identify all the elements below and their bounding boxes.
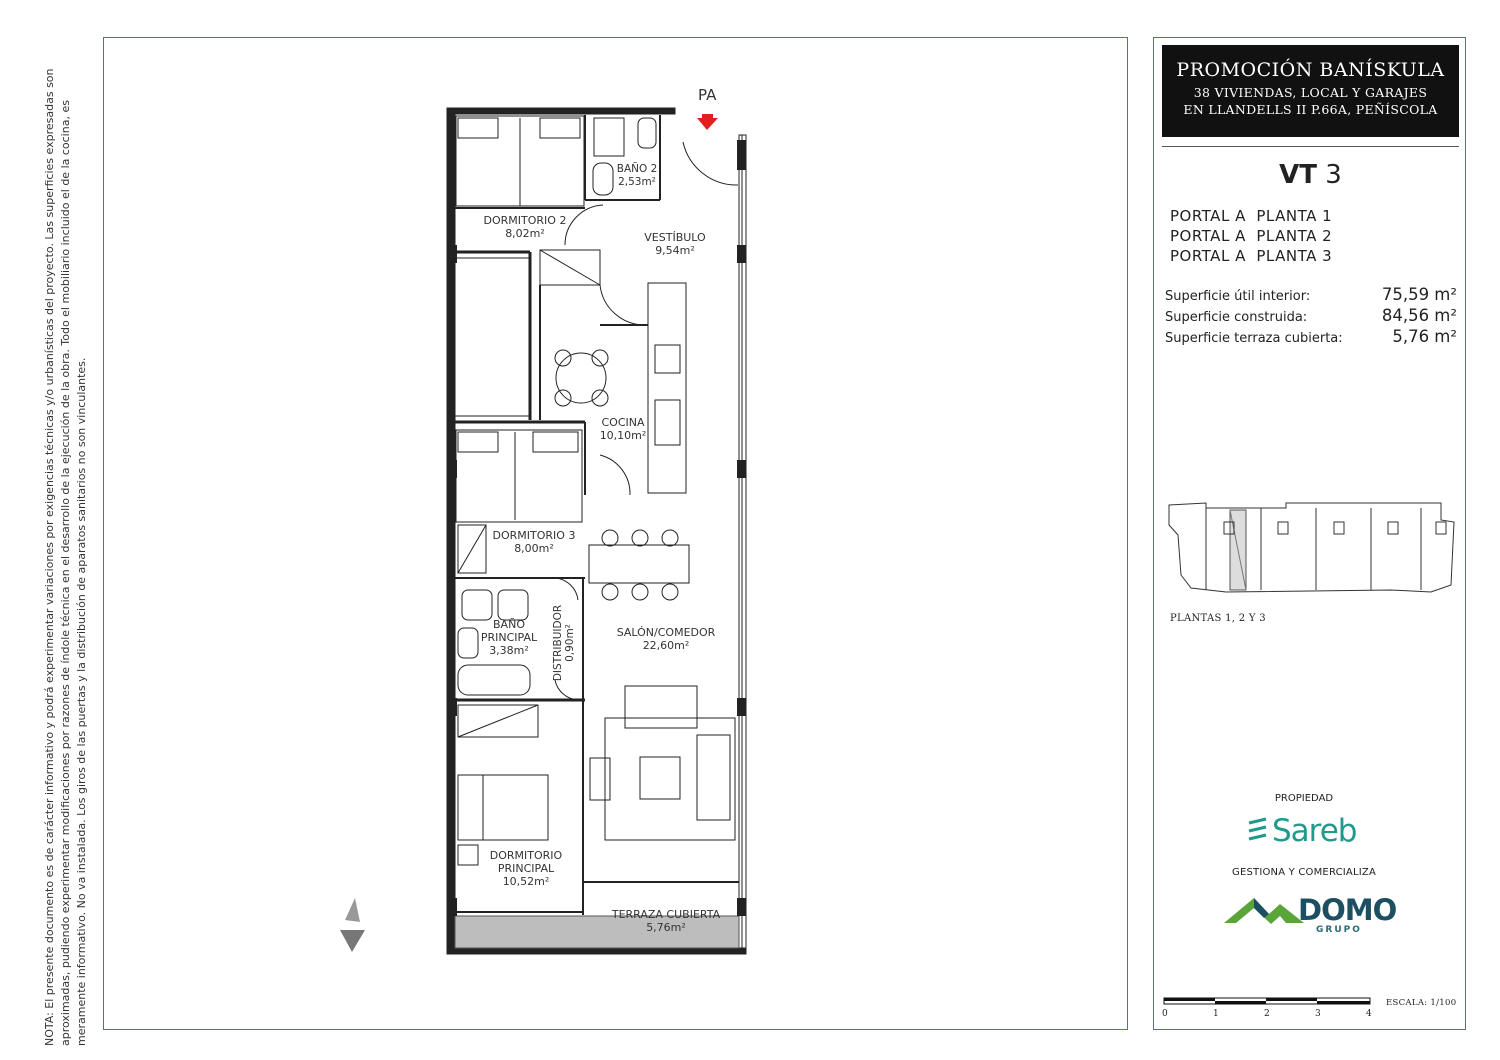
scale-tick: 0 [1162, 1009, 1168, 1019]
key-plan-drawing [1166, 500, 1456, 610]
room-area: 3,38m² [489, 644, 529, 657]
area-table [1165, 285, 1457, 348]
room-name: BAÑO 2 [616, 163, 658, 175]
north-arrow-icon [340, 898, 365, 952]
area-row [1165, 285, 1457, 306]
room-distribuidor [552, 598, 576, 688]
scale-tick: 1 [1213, 1009, 1219, 1019]
portal-item: PORTAL A PLANTA 1 [1170, 207, 1333, 225]
area-row [1165, 327, 1457, 348]
room-cocina [588, 416, 658, 442]
promotion-title: PROMOCIÓN BANÍSKULA [1176, 59, 1445, 81]
room-name-line1: BAÑO [493, 618, 525, 631]
room-area: 9,54m² [655, 244, 695, 257]
room-area: 8,00m² [514, 542, 554, 555]
room-area: 10,52m² [502, 875, 550, 888]
promotion-subtitle: 38 VIVIENDAS, LOCAL Y GARAJES [1193, 85, 1428, 100]
room-dormitorio-2 [470, 214, 580, 240]
room-dormitorio-principal [476, 849, 576, 888]
disclaimer-note: NOTA: El presente documento es de carácter informativo y podrá experimentar variaciones por exigencias técnicas y/o urbanísticas del proyecto. Las superficies expresadas son aproximadas, pudiendo experimentar modificaciones por razones de índole técnica en el desarrollo de la ejecución de la obra. Todo el mobiliario incluido el de la cocina, es meramente informativo. No va instalada. Los giros de las puertas y la distribución de aparatos sanitarios no son vinculantes. [43, 68, 88, 1046]
room-area: 2,53m² [618, 176, 656, 188]
room-name: COCINA [601, 416, 645, 429]
scale-label: ESCALA: 1/100 [1386, 998, 1457, 1008]
room-terraza-cubierta [606, 908, 726, 934]
room-name: TERRAZA CUBIERTA [611, 908, 721, 921]
area-row [1165, 306, 1457, 327]
sareb-logo [1246, 811, 1376, 851]
room-name: SALÓN/COMEDOR [616, 626, 716, 639]
room-name: DISTRIBUIDOR [552, 604, 564, 682]
room-name-line1: DORMITORIO [489, 849, 563, 862]
sareb-logo-text: Sareb [1272, 813, 1357, 849]
area-value: 75,59 m² [1381, 285, 1457, 304]
room-name: VESTÍBULO [644, 231, 706, 244]
info-panel [1153, 37, 1466, 1030]
area-value: 5,76 m² [1392, 327, 1457, 346]
domo-logo-subtext: GRUPO [1316, 925, 1362, 935]
unit-prefix: VT [1279, 160, 1318, 190]
unit-number: 3 [1325, 160, 1342, 190]
room-area: 22,60m² [642, 639, 690, 652]
scale-bar [1162, 994, 1382, 1022]
room-name-line2: PRINCIPAL [497, 862, 555, 875]
promotion-header [1162, 45, 1459, 137]
room-bano-2 [609, 163, 665, 189]
room-area: 5,76m² [646, 921, 686, 934]
portal-item: PORTAL A PLANTA 3 [1170, 247, 1333, 265]
area-value: 84,56 m² [1381, 306, 1457, 325]
area-label: Superficie terraza cubierta: [1165, 331, 1343, 346]
area-label: Superficie útil interior: [1165, 289, 1311, 304]
domo-logo [1224, 893, 1397, 939]
domo-logo-text: DOMO [1298, 893, 1397, 927]
room-bano-principal [474, 618, 544, 657]
manager-label: GESTIONA Y COMERCIALIZA [1232, 867, 1376, 878]
unit-code [1154, 160, 1467, 190]
room-name-line2: PRINCIPAL [480, 631, 538, 644]
scale-tick: 3 [1315, 1009, 1321, 1019]
promotion-address: EN LLANDELLS II P.66A, PEÑÍSCOLA [1183, 102, 1438, 117]
room-area: 0,90m² [564, 624, 576, 662]
room-name: DORMITORIO 3 [492, 529, 576, 542]
room-name: DORMITORIO 2 [483, 214, 567, 227]
portal-item: PORTAL A PLANTA 2 [1170, 227, 1333, 245]
room-area: 8,02m² [505, 227, 545, 240]
room-dormitorio-3 [484, 529, 584, 555]
domo-mark-icon [1224, 896, 1304, 926]
room-salon-comedor [606, 626, 726, 652]
entrance-label: PA [698, 86, 717, 104]
key-plan-caption: PLANTAS 1, 2 Y 3 [1170, 613, 1266, 624]
property-label: PROPIEDAD [1274, 793, 1334, 804]
room-area: 10,10m² [599, 429, 647, 442]
scale-tick: 4 [1366, 1009, 1372, 1019]
room-vestibulo [630, 231, 720, 257]
scale-tick: 2 [1264, 1009, 1270, 1019]
area-label: Superficie construida: [1165, 310, 1308, 325]
portal-list [1170, 206, 1332, 266]
header-divider [1162, 146, 1459, 147]
sareb-mark-icon [1246, 817, 1272, 851]
